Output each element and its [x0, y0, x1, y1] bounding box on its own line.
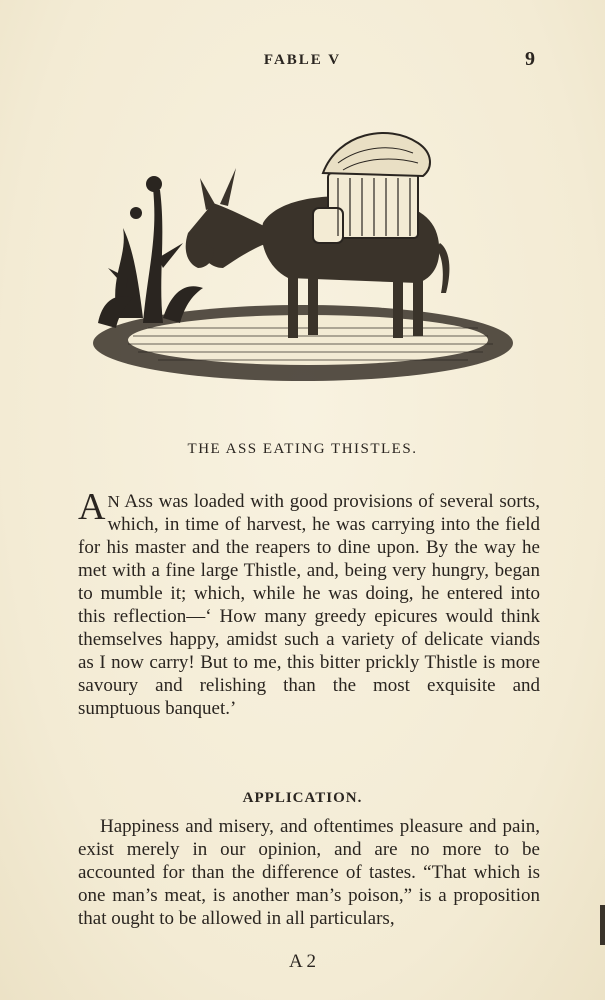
page-number: 9 — [525, 48, 535, 70]
woodcut-illustration — [88, 118, 518, 388]
lead-word-rest: N — [107, 492, 120, 511]
application-paragraph: Happiness and misery, and oftentimes pleasure and pain, exist merely in our opinion, and are no more to be accounted for than the difference of tastes. “That which is one man’s meat, is another man’s poison,” is a proposition that ought to be allowed in all particulars, — [78, 816, 540, 929]
drop-cap: A — [78, 486, 106, 528]
running-title: FABLE V — [263, 52, 342, 68]
illustration-caption: THE ASS EATING THISTLES. — [187, 441, 418, 457]
fable-paragraph — [78, 486, 540, 720]
signature-mark: A 2 — [289, 951, 316, 972]
application-heading: APPLICATION. — [242, 790, 363, 806]
page-edge-mark — [600, 905, 605, 945]
fable-text: Ass was loaded with good provisions of several sorts, which, in time of harvest, he was carrying into the field for his master and the reapers to dine upon. By the way he met with a fine large Thistle, and, being very hungry, began to mumble it; which, while he was doing, he entered into this reflection—‘ How many greedy epicures would think themselves happy, amidst such a variety of delicate viands as I now carry! But to me, this bitter prickly Thistle is more savoury and relishing than the most exquisite and sumptuous banquet.’ — [78, 491, 540, 719]
